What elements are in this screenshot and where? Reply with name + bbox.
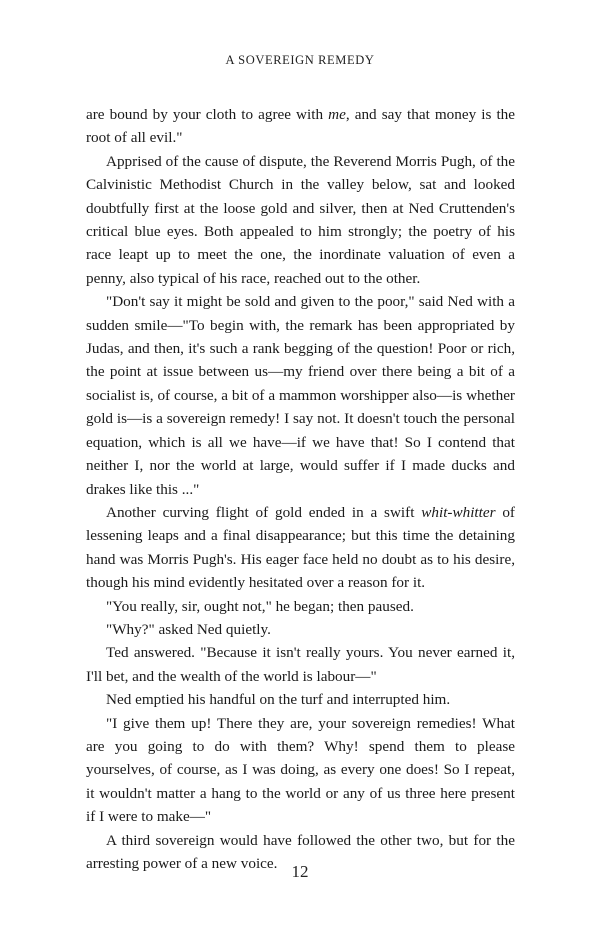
paragraph: "I give them up! There they are, your sovereign remedies! What are you going to do with them? Why! spend them to please yourselves, of course, as I was doing, as every one does! So I repeat, it wouldn't matter a hang to the world or any of us three here present if I were to make—" bbox=[86, 714, 515, 826]
text-run: of lessening leaps and a final disappearance; but this time the detaining hand was Morris Pugh's. His eager face held no doubt as to his desire, though his mind evidently hesitated over a reason for it. bbox=[86, 503, 515, 592]
paragraph: Apprised of the cause of dispute, the Reverend Morris Pugh, of the Calvinistic Methodist Church in the valley below, sat and looked doubtfully first at the loose gold and silver, then at Ned Cruttenden's critical blue eyes. Both appealed to him strongly; the poetry of his race leapt up to meet the one, the inordinate valuation of even a penny, also typical of his race, reached out to the other. bbox=[86, 152, 515, 287]
text-run: , and say that money is the root of all evil." bbox=[86, 106, 516, 147]
body-text bbox=[86, 103, 515, 875]
paragraph: Ned emptied his handful on the turf and interrupted him. bbox=[106, 691, 451, 709]
text-run: Another curving flight of gold ended in a swift bbox=[106, 503, 422, 521]
paragraph: "You really, sir, ought not," he began; then paused. bbox=[106, 597, 414, 615]
text-run: are bound by your cloth to agree with bbox=[86, 106, 329, 123]
paragraph bbox=[86, 501, 515, 595]
emphasis: whit-whitter bbox=[421, 503, 496, 521]
page-number: 12 bbox=[291, 862, 309, 881]
running-head: A SOVEREIGN REMEDY bbox=[225, 53, 375, 67]
paragraph: A third sovereign would have followed the other two, but for the arresting power of a new voice. bbox=[86, 831, 515, 872]
paragraph: "Why?" asked Ned quietly. bbox=[106, 620, 271, 638]
emphasis: me bbox=[328, 106, 346, 123]
paragraph: "Don't say it might be sold and given to the poor," said Ned with a sudden smile—"To begin with, the remark has been appropriated by Judas, and then, it's such a rank begging of the question! Poor or rich, the point at issue between us—my friend over there being a bit of a socialist is, of course, a bit of a mammon worshipper also—is whether gold is—is a sovereign remedy! I say not. It doesn't touch the personal equation, which is all we have—if we have that! So I contend that neither I, nor the world at large, would suffer if I made ducks and drakes like this ..." bbox=[86, 293, 515, 498]
paragraph: Ted answered. "Because it isn't really yours. You never earned it, I'll bet, and the wealth of the world is labour—" bbox=[86, 644, 515, 685]
paragraph-continued bbox=[86, 103, 515, 150]
